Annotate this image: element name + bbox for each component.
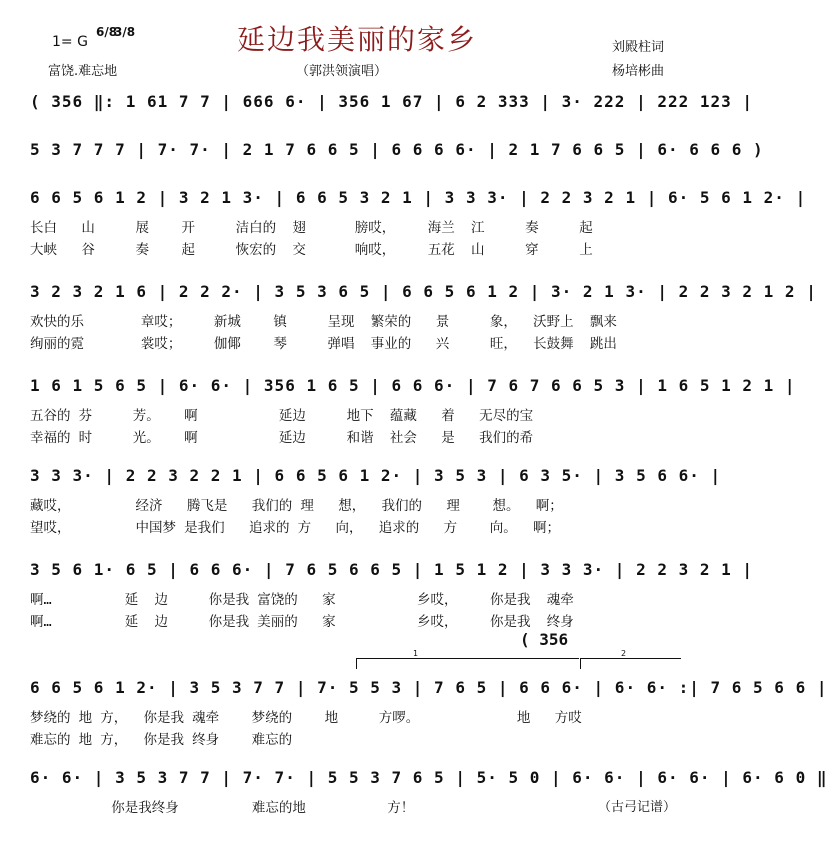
lyric-verse-1: 你是我终身 难忘的地 方！	[30, 800, 415, 816]
score-line-4	[0, 282, 817, 352]
lyric-verse-1: 欢快的乐 章哎； 新城 镇 呈现 繁荣的 景 象， 沃野上 飘来	[30, 314, 617, 330]
lyric-verse-2: 望哎， 中国梦 是我们 追求的 方 向， 追求的 方 向。 啊；	[30, 520, 560, 536]
notes: 5 3 7 7 7 | 7· 7· | 2 1 7 6 6 5 | 6 6 6 6· | 2 1 7 6 6 5 | 6· 6 6 6 )	[30, 140, 764, 159]
tempo-style: 富饶.难忘地	[48, 64, 118, 79]
key-signature: 1= G	[52, 34, 88, 50]
score-line-8	[0, 678, 827, 748]
volta-1: 1	[356, 658, 579, 669]
lyric-verse-1: 啊… 延 边 你是我 富饶的 家 乡哎， 你是我 魂牵	[30, 592, 574, 608]
repeat-intro: ( 356	[520, 630, 569, 649]
notes: 1 6 1 5 6 5 | 6· 6· | 356 1 6 5 | 6 6 6· | 7 6 7 6 6 5 3 | 1 6 5 1 2 1 |	[30, 376, 796, 395]
score-line-3	[0, 188, 807, 258]
composer: 杨培彬曲	[612, 64, 665, 79]
song-title: 延边我美丽的家乡	[236, 23, 477, 56]
lyric-verse-1: 五谷的 芬 芳。 啊 延边 地下 蕴藏 着 无尽的宝	[30, 408, 534, 424]
score-line-2	[0, 140, 764, 170]
notes: 6· 6· | 3 5 3 7 7 | 7· 7· | 5 5 3 7 6 5 | 5· 5 0 | 6· 6· | 6· 6· | 6· 6 0 ‖	[30, 768, 827, 787]
lyric-verse-1: 梦绕的 地 方， 你是我 魂牵 梦绕的 地 方啰。 地 方哎	[30, 710, 582, 726]
transcriber-credit: （古弓记谱）	[598, 800, 677, 815]
notes: 3 3 3· | 2 2 3 2 2 1 | 6 6 5 6 1 2· | 3 5 3 | 6 3 5· | 3 5 6 6· |	[30, 466, 722, 485]
time-signature-2: 3/8	[114, 25, 136, 39]
lyric-verse-2: 绚丽的霓 裳哎； 伽倻 琴 弹唱 事业的 兴 旺， 长鼓舞 跳出	[30, 336, 617, 352]
score-line-6	[0, 466, 722, 536]
notes: 6 6 5 6 1 2· | 3 5 3 7 7 | 7· 5 5 3 | 7 6 5 | 6 6 6· | 6· 6· :| 7 6 5 6 6 |	[30, 678, 827, 697]
notes: 3 2 3 2 1 6 | 2 2 2· | 3 5 3 6 5 | 6 6 5 6 1 2 | 3· 2 1 3· | 2 2 3 2 1 2 |	[30, 282, 817, 301]
lyric-verse-2: 难忘的 地 方， 你是我 终身 难忘的	[30, 732, 293, 748]
notes: 3 5 6 1· 6 5 | 6 6 6· | 7 6 5 6 6 5 | 1 5 1 2 | 3 3 3· | 2 2 3 2 1 |	[30, 560, 754, 579]
volta-2: 2	[580, 658, 681, 669]
lyric-verse-2: 幸福的 时 光。 啊 延边 和谐 社会 是 我们的希	[30, 430, 534, 446]
lyric-verse-1: 长白 山 展 开 洁白的 翅 膀哎， 海兰 江 奏 起	[30, 220, 593, 236]
singer: （郭洪领演唱）	[296, 64, 388, 79]
lyric-verse-2: 大峡 谷 奏 起 恢宏的 交 响哎， 五花 山 穿 上	[30, 242, 593, 258]
lyric-verse-2: 啊… 延 边 你是我 美丽的 家 乡哎， 你是我 终身	[30, 614, 574, 630]
lyric-verse-1: 藏哎， 经济 腾飞是 我们的 理 想， 我们的 理 想。 啊；	[30, 498, 563, 514]
score-line-1	[0, 92, 754, 122]
time-signature-1: 6/8	[96, 25, 118, 39]
notes: 6 6 5 6 1 2 | 3 2 1 3· | 6 6 5 3 2 1 | 3 3 3· | 2 2 3 2 1 | 6· 5 6 1 2· |	[30, 188, 807, 207]
score-line-5	[0, 376, 796, 446]
score-line-7	[0, 560, 754, 630]
lyricist: 刘殿柱词	[612, 40, 665, 55]
notes: ( 356 ‖: 1 61 7 7 | 666 6· | 356 1 67 | 6 2 333 | 3· 222 | 222 123 |	[30, 92, 754, 111]
